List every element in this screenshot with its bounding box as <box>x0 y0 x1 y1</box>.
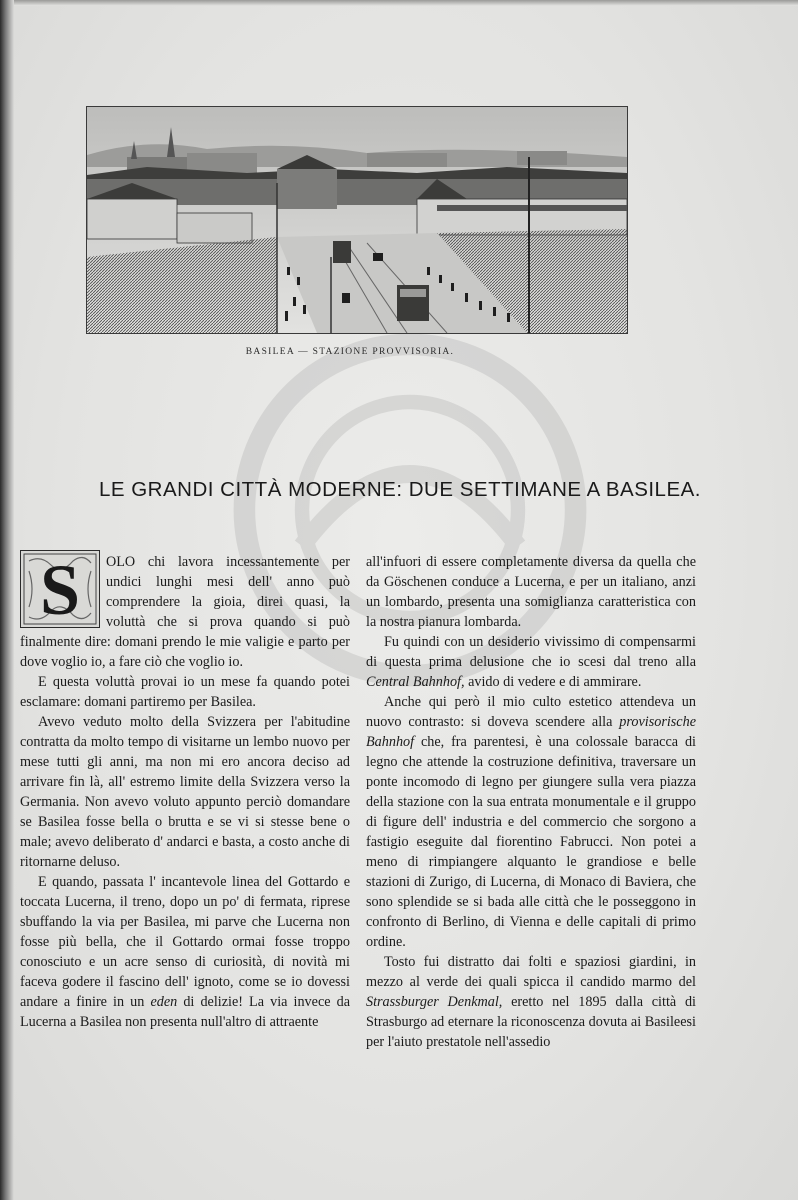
paragraph-text: Fu quindi con un desiderio vivissimo di compensarmi di questa prima delusione che io scesi dal treno alla <box>366 634 696 670</box>
paragraph-text: E quando, passata l' incantevole linea del Gottardo e toccata Lucerna, il treno, dopo un po' di fermata, riprese sbuffando la via per Basilea, mi parve che Lucerna non fosse più bella, che il Gottardo ormai fosse troppo conosciuto e un acre senso di curiosità, di novità mi faceva godere il fascino dell' ignoto, come se io dovessi andare a finire in un <box>20 874 350 1010</box>
paragraph: all'infuori di essere completamente diversa da quella che da Göschenen conduce a Lucerna, e per un italiano, anzi un lombardo, presenta una somiglianza caratteristica con la nostra pianura lombarda. <box>366 554 696 630</box>
scan-top-edge <box>0 0 798 6</box>
railway-station-engraving-icon <box>87 107 627 333</box>
paragraph-text: che, fra parentesi, è una colossale baracca di legno che attende la costruzione definitiva, traversare un ponte incomodo di legno per giungere sulla vera piazza della stazione con la sua entrata monumentale e il gruppo di figure dell' industria e del commercio che sorgono a fastigio eseguite dal fiorentino Fabrucci. Non potei a meno di rimpiangere alquanto le grandiose e belle stazioni di Zurigo, di Lucerna, di Monaco di Baviera, che sono splendide se si bada alle città che le posseggono in confronto di Berlino, di Vienna e delle capitali di primo ordine. <box>366 734 696 950</box>
drop-cap-letter: S <box>39 550 81 630</box>
paragraph-text: eretto nel 1895 dalla città di Strasburgo ad eternare la riconoscenza dovuta ai Basileesi per l'aiuto prestatole nell'assedio <box>366 994 696 1050</box>
paragraph <box>366 952 696 1052</box>
paragraph-text: Tosto fui distratto dai folti e spaziosi giardini, in mezzo al verde dei quali spicca il candido marmo del <box>366 954 696 990</box>
paragraph <box>366 692 696 952</box>
paragraph <box>20 552 350 672</box>
italic-term: eden <box>150 994 178 1010</box>
italic-term: Central Bahnhof, <box>366 674 465 690</box>
station-illustration <box>86 106 628 334</box>
scan-binding-edge <box>0 0 14 1200</box>
paragraph-text: avido di vedere e di ammirare. <box>464 674 642 690</box>
article-title: LE GRANDI CITTÀ MODERNE: DUE SETTIMANE A BASILEA. <box>98 478 702 501</box>
paragraph: E questa voluttà provai io un mese fa quando potei esclamare: domani partiremo per Basilea. <box>20 674 350 710</box>
left-column <box>20 552 350 1032</box>
paragraph <box>20 872 350 1032</box>
paragraph <box>366 632 696 692</box>
italic-term: provisorische Bahnhof <box>366 714 696 750</box>
paragraph-text: OLO chi lavora incessantemente per undici lunghi mesi dell' anno può comprendere la gioia, direi quasi, la voluttà che si prova quando si può finalmente dire: domani prendo le mie valigie e parto per dove voglio io, a fare ciò che voglio io. <box>20 554 350 670</box>
drop-cap <box>20 550 100 628</box>
right-column <box>366 552 696 1052</box>
paragraph-text: Anche qui però il mio culto estetico attendeva un nuovo contrasto: si doveva scendere alla <box>366 694 696 730</box>
italic-term: Strassburger Denkmal, <box>366 994 503 1010</box>
paragraph-text: di delizie! La via invece da Lucerna a Basilea non presenta null'altro di attraente <box>20 994 351 1030</box>
paragraph: Avevo veduto molto della Svizzera per l'abitudine contratta da molto tempo di visitarne un lembo nuovo per mese tutti gli anni, ma non mi ero ancora deciso ad arrivare fin là, all' estremo limite della Svizzera verso la Germania. Non avevo voluto appunto perciò domandare se Basilea fosse bella o brutta e se vi si stesse bene o male; avevo deliberato d' andarci e basta, a costo anche di ritornarne deluso. <box>20 714 350 870</box>
figure-caption: BASILEA — STAZIONE PROVVISORIA. <box>245 347 455 357</box>
